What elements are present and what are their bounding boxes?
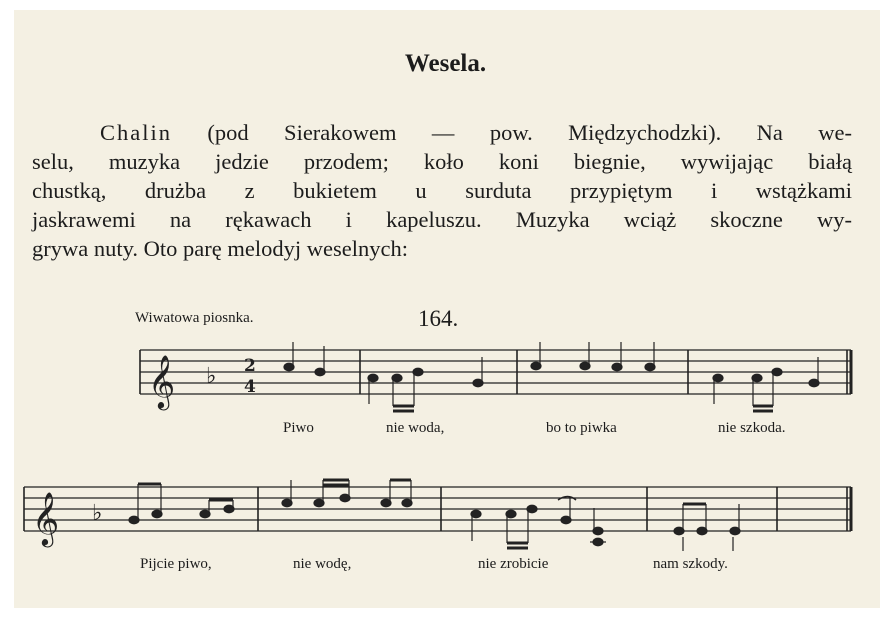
flat-sign-icon: ♭ — [206, 364, 217, 389]
staff-2-notes — [129, 480, 740, 551]
page-title: Wesela. — [404, 50, 487, 77]
time-signature-bottom: 4 — [244, 377, 256, 397]
lyric-2-3: nie zrobicie — [478, 556, 549, 572]
paragraph-line-2: selu, muzyka jedzie przodem; koło koni biegnie, wywijając białą — [32, 149, 852, 174]
paragraph-line-5: grywa nuty. Oto parę melodyj weselnych: — [32, 236, 408, 261]
lyric-1-4: nie szkoda. — [718, 420, 786, 436]
paragraph-line-1: Chalin (pod Sierakowem — pow. Międzychodzki). Na we- — [100, 120, 852, 145]
staff-1-notes — [284, 342, 819, 411]
lyric-1-2: nie woda, — [386, 420, 445, 436]
time-signature-top: 2 — [244, 356, 256, 376]
place-name: Chalin — [100, 120, 172, 145]
paragraph-line-3: chustką, drużba z bukietem u surduta przypiętym i wstążkami — [32, 178, 852, 203]
staff-2-lines — [24, 487, 851, 531]
song-caption: Wiwatowa piosnka. — [135, 310, 254, 326]
lyric-2-2: nie wodę, — [293, 556, 352, 572]
lyric-1-1: Piwo — [283, 420, 314, 436]
song-number: 164. — [418, 306, 459, 331]
lyric-2-1: Pijcie piwo, — [140, 556, 212, 572]
lyric-1-3: bo to piwka — [546, 420, 617, 436]
treble-clef-icon: 𝄞 — [32, 491, 60, 545]
flat-sign-icon: ♭ — [92, 501, 103, 526]
treble-clef-icon: 𝄞 — [148, 354, 176, 408]
lyric-2-4: nam szkody. — [653, 556, 728, 572]
paragraph-line-4: jaskrawemi na rękawach i kapeluszu. Muzyka wciąż skoczne wy- — [32, 207, 852, 232]
